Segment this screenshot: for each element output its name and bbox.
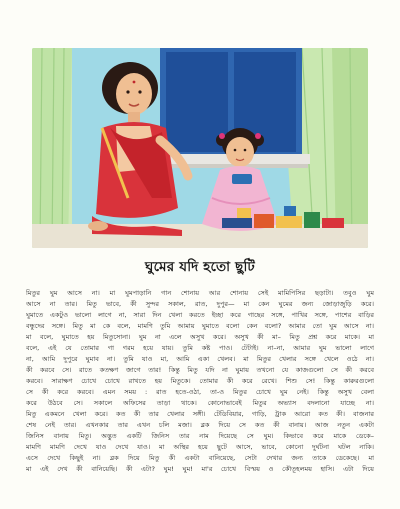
story-line: মা এই দেখ কী বানিয়েছি। কী এটা? ঘুম! ঘুম! মা'র চোখে বিস্ময় ও কৌতূহলময় হাসি। এটা দিয়ে	[26, 465, 374, 473]
story-line: না, আমি দুপুরে ঘুমাব না। তুমি যাও মা, আমি একা খেলব। মা মিতুর খেলার সঙ্গে খেলে ওঠে না।	[26, 355, 374, 363]
story-line: বন্ধুদের সঙ্গে। মিতু মা কে বলে, মামণি তুমি আমায় ঘুমাতে বলো কেন বলো? আমার তো ঘুম আসে না।	[26, 322, 374, 330]
curtain-icon	[32, 48, 72, 248]
story-line: করবে। সারাক্ষণ চোখে চোখে রাখতে হয় মিতুকে। তোমার কী করে রেখে। শিশু সে! কিন্তু কারুরগুলো	[26, 377, 374, 385]
story-line: কী করবে সে। রাতে কতক্ষণ জাগে তার! কিন্তু মিতু যদি না ঘুমায় তখনো যে কাজগুলো সে কী করবে	[26, 366, 374, 374]
story-illustration	[32, 48, 368, 248]
story-title: ঘুমের যদি হতো ছুটি	[145, 259, 255, 275]
story-line: করে উঠবে সে। সকালে অফিসের তাড়া থাকে। কোনোভাবেই মিতুর অভ্যাস বদলানো যাচ্ছে না।	[26, 399, 374, 407]
story-line: আসে না তার। মিতু ভাবে, কী সুন্দর সকাল, রাত, দুপুর— মা কেন ঘুমের জন্য জোড়াজুড়ি করে।	[26, 300, 374, 308]
story-line: মামণি মামণি দেখে যাও দেখে যাও। মা অস্থির হয়ে ছুটে আসে, ভাবে, কোনো দুর্ঘটনা ঘটল নাকি।	[26, 443, 374, 451]
story-line: শেষ নেই তার। এখনকার তার এখন চলি মজা। ব্লক দিয়ে সে কত কী বানায়। আজ নতুন একটা	[26, 421, 374, 429]
story-line: সে কী করে করবে। এমন সময় : রাত হতে-ওঠা, তা-ও মিতুর চোখে ঘুম নেই। কিন্তু অসুখ বেলা	[26, 388, 374, 396]
story-line: মিতু একমনে খেলা করে। কত কী তার খেলার সঙ্গী। টেডিবিয়ার, গাড়ি, ট্রাক আরো কত কী। বাজনার	[26, 410, 374, 418]
story-line: মা বলে, ঘুমাতে হয় মিতুসোনা। ঘুম না এলে অসুখ করে। অসুখ কী মা– মিতু প্রশ্ন করে মাকে। মা	[26, 333, 374, 341]
story-line: মিতুর ঘুম আসে না। মা ঘুমপাড়ানি গান শোনায় আর শোনায় সেই মামিপিসির ছড়াটা। তবুও ঘুম	[26, 289, 374, 297]
story-line: ঘুমাতে একটুও ভালো লাগে না, সারা দিন খেলা করতে ইচ্ছা করে গাছের সঙ্গে, পাখির সঙ্গে, পাশের বাড়ির	[26, 311, 374, 319]
story-line: জিনিস বানায় মিতু। অদ্ভুত একটি জিনিস তার নাম দিয়েছে সে ঘুম। কিভাবে করে মাকে ডেকে–	[26, 432, 374, 440]
story-body	[26, 288, 374, 475]
story-line: এসে দেখে কিছুই না। ব্লক দিয়ে মিতু কী একটা বানিয়েছে, সেটা দেখার জন্য তাকে ডেকেছে। মা	[26, 454, 374, 462]
story-line: বলে, এই যে তোমার গা গরম হয়ে যায়। তুমি কষ্ট পাও। টেটাই। না–না, আমার ঘুম ভালো লাগে	[26, 344, 374, 352]
